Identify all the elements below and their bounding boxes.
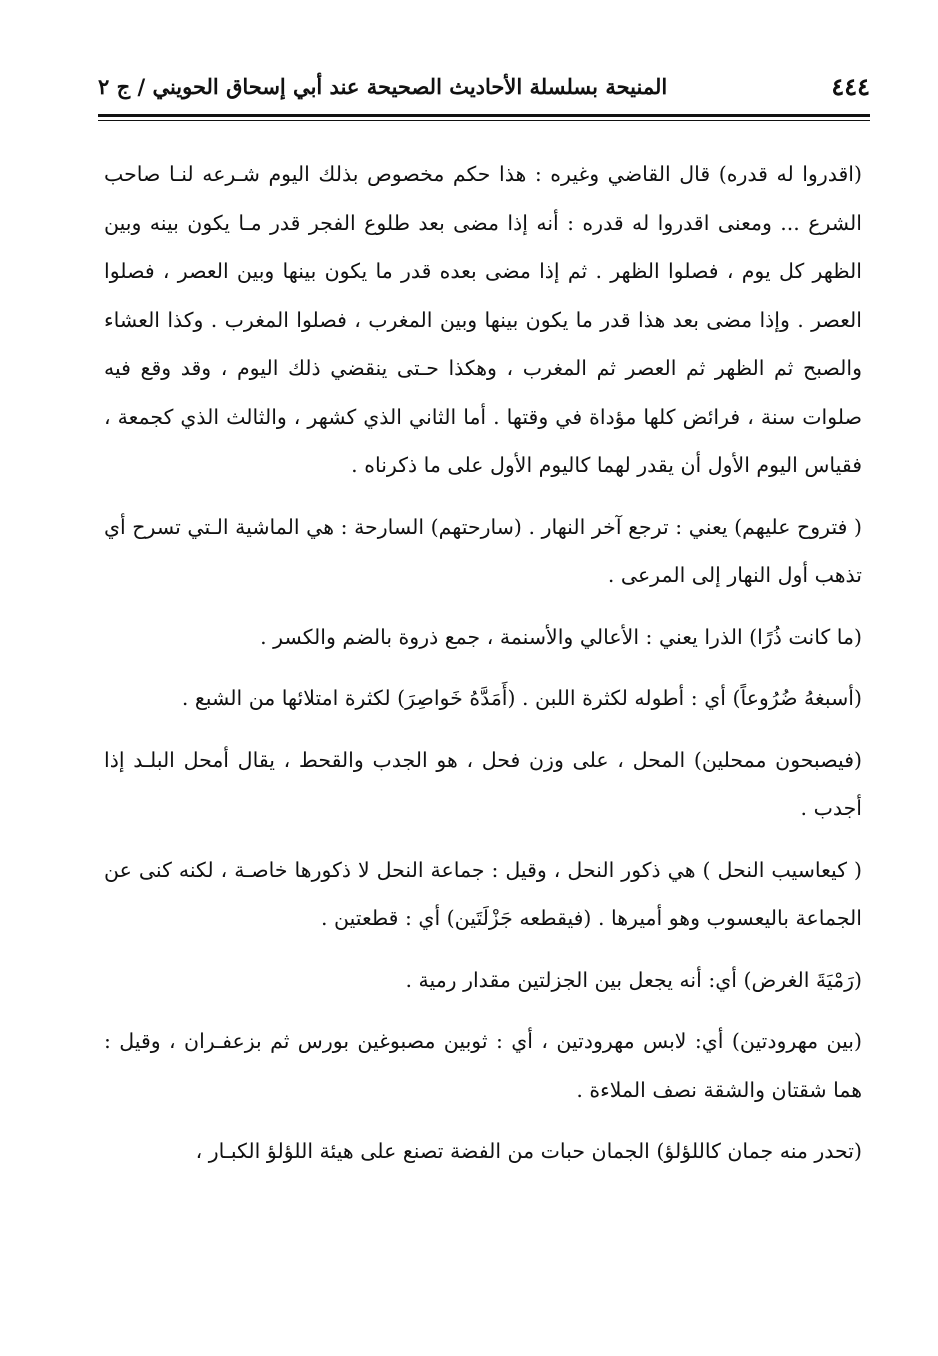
paragraph-iqdiru: (اقدروا له قدره) قال القاضي وغيره : هذا حكم مخصوص بذلك اليوم شـرعه لنـا صاحب الشرع ... ومعنى اقدروا له قدره : أنه إذا مضى بعد طلوع الفجر قدر مـا يكون بينه وبين الظهر كل يوم ، فصلوا الظهر . ثم إذا مضى بعده قدر ما يكون بينها وبين العصر ، فصلوا العصر . وإذا مضى بعد هذا قدر ما يكون بينها وبين المغرب ، فصلوا المغرب . وكذا العشاء والصبح ثم الظهر ثم العصر ثم المغرب ، وهكذا حـتى ينقضي ذلك اليوم ، وقد وقع فيه صلوات سنة ، فرائض كلها مؤداة في وقتها . أما الثاني الذي كشهر ، والثالث الذي كجمعة ، فقياس اليوم الأول أن يقدر لهما كاليوم الأول على ما ذكرناه .	[104, 162, 862, 477]
paragraph-thura: (ما كانت ذُرًا) الذرا يعني : الأعالي والأسنمة ، جمع ذروة بالضم والكسر .	[260, 624, 862, 649]
paragraph-yaasib: ( كيعاسيب النحل ) هي ذكور النحل ، وقيل : جماعة النحل لا ذكورها خاصـة ، لكنه كنى عن الجماعة باليعسوب وهو أميرها . (فيقطعه جَزْلَتَين) أي : قطعتين .	[104, 857, 862, 930]
header-rule-thin	[98, 120, 870, 121]
paragraph-fatarooh: ( فتروح عليهم) يعني : ترجع آخر النهار . (سارحتهم) السارحة : هي الماشية الـتي تسرح أي تذهب أول النهار إلى المرعى .	[104, 514, 862, 587]
paragraph-mahrudatayn: (بين مهرودتين) أي: لابس مهرودتين ، أي : ثوبين مصبوغين بورس ثم بزعفـران ، وقيل : هما شقتان والشقة نصف الملاءة .	[104, 1029, 862, 1102]
paragraph-ramyah: (رَمْيَةَ الغرض) أي: أنه يجعل بين الجزلتين مقدار رمية .	[405, 967, 862, 992]
paragraph-juman: (تحدر منه جمان كاللؤلؤ) الجمان حبات من الفضة تصنع على هيئة اللؤلؤ الكبـار ،	[195, 1139, 862, 1163]
header-rule-thick	[98, 114, 870, 117]
running-header	[98, 64, 870, 108]
paragraph-mumhilin: (فيصبحون ممحلين) المحل ، على وزن فحل ، هو الجدب والقحط ، يقال أمحل البلـد إذا أجدب .	[104, 747, 862, 820]
book-title: المنيحة بسلسلة الأحاديث الصحيحة عند أبي إسحاق الحويني / ج ٢	[98, 73, 668, 99]
body-text	[104, 150, 862, 1176]
paragraph-asbaghuhu: (أسبغهُ ضُرُوعاً) أي : أطوله لكثرة اللبن . (أَمَدَّهُ خَواصِرَ) لكثرة امتلائها من الشبع .	[181, 686, 862, 710]
page-number: ٤٤٤	[831, 71, 870, 101]
